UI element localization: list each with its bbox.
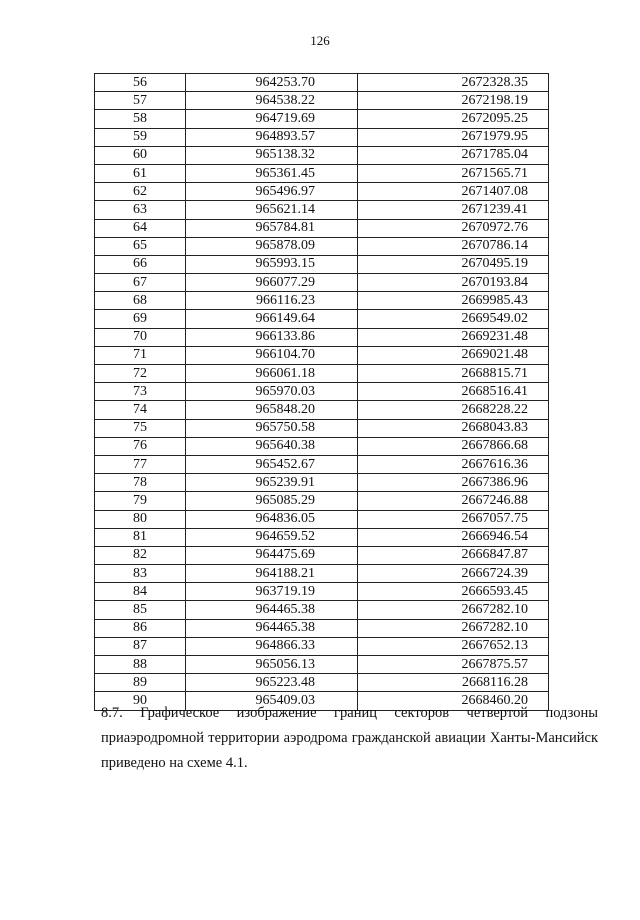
table-row [95,510,549,528]
table-row [95,201,549,219]
table-row [95,255,549,273]
y-coordinate-cell: 2672198.19 [358,92,549,110]
y-coordinate-cell: 2667652.13 [358,637,549,655]
table-row [95,492,549,510]
y-coordinate-cell: 2671239.41 [358,201,549,219]
point-number-cell: 60 [95,146,186,164]
table-row [95,656,549,674]
point-number-cell: 72 [95,365,186,383]
y-coordinate-cell: 2666847.87 [358,546,549,564]
point-number-cell: 80 [95,510,186,528]
point-number-cell: 62 [95,183,186,201]
paragraph-line-2: приаэродромной территории аэродрома гражданской авиации Ханты-Мансийск [101,730,598,746]
y-coordinate-cell: 2669021.48 [358,346,549,364]
table-row [95,455,549,473]
x-coordinate-cell: 965621.14 [186,201,358,219]
coordinates-table [94,73,549,711]
y-coordinate-cell: 2668043.83 [358,419,549,437]
point-number-cell: 65 [95,237,186,255]
table-row [95,219,549,237]
y-coordinate-cell: 2671785.04 [358,146,549,164]
table-row [95,674,549,692]
x-coordinate-cell: 965239.91 [186,474,358,492]
x-coordinate-cell: 964866.33 [186,637,358,655]
point-number-cell: 70 [95,328,186,346]
x-coordinate-cell: 964836.05 [186,510,358,528]
point-number-cell: 78 [95,474,186,492]
table-row [95,164,549,182]
table-row [95,419,549,437]
point-number-cell: 90 [95,692,186,710]
table-row [95,601,549,619]
y-coordinate-cell: 2668228.22 [358,401,549,419]
point-number-cell: 87 [95,637,186,655]
x-coordinate-cell: 964719.69 [186,110,358,128]
y-coordinate-cell: 2669549.02 [358,310,549,328]
table-row [95,401,549,419]
table-row [95,619,549,637]
point-number-cell: 61 [95,164,186,182]
table-row [95,74,549,92]
point-number-cell: 69 [95,310,186,328]
coordinates-table-body [95,74,549,711]
table-row [95,274,549,292]
x-coordinate-cell: 964475.69 [186,546,358,564]
x-coordinate-cell: 965970.03 [186,383,358,401]
table-row [95,237,549,255]
table-row [95,474,549,492]
y-coordinate-cell: 2670193.84 [358,274,549,292]
x-coordinate-cell: 964465.38 [186,619,358,637]
y-coordinate-cell: 2670786.14 [358,237,549,255]
point-number-cell: 59 [95,128,186,146]
point-number-cell: 75 [95,419,186,437]
table-row [95,583,549,601]
x-coordinate-cell: 966116.23 [186,292,358,310]
x-coordinate-cell: 964659.52 [186,528,358,546]
x-coordinate-cell: 966133.86 [186,328,358,346]
x-coordinate-cell: 964538.22 [186,92,358,110]
y-coordinate-cell: 2668116.28 [358,674,549,692]
x-coordinate-cell: 965409.03 [186,692,358,710]
y-coordinate-cell: 2667616.36 [358,455,549,473]
point-number-cell: 86 [95,619,186,637]
point-number-cell: 71 [95,346,186,364]
x-coordinate-cell: 965640.38 [186,437,358,455]
y-coordinate-cell: 2672328.35 [358,74,549,92]
point-number-cell: 57 [95,92,186,110]
point-number-cell: 56 [95,74,186,92]
y-coordinate-cell: 2667057.75 [358,510,549,528]
x-coordinate-cell: 966149.64 [186,310,358,328]
table-row [95,110,549,128]
point-number-cell: 82 [95,546,186,564]
y-coordinate-cell: 2671979.95 [358,128,549,146]
y-coordinate-cell: 2666724.39 [358,565,549,583]
x-coordinate-cell: 964465.38 [186,601,358,619]
x-coordinate-cell: 966077.29 [186,274,358,292]
table-row [95,637,549,655]
x-coordinate-cell: 963719.19 [186,583,358,601]
y-coordinate-cell: 2668815.71 [358,365,549,383]
y-coordinate-cell: 2667246.88 [358,492,549,510]
y-coordinate-cell: 2671407.08 [358,183,549,201]
x-coordinate-cell: 965085.29 [186,492,358,510]
table-row [95,383,549,401]
x-coordinate-cell: 966104.70 [186,346,358,364]
table-row [95,365,549,383]
y-coordinate-cell: 2670495.19 [358,255,549,273]
point-number-cell: 64 [95,219,186,237]
page-number: 126 [310,33,330,48]
table-row [95,328,549,346]
y-coordinate-cell: 2667282.10 [358,601,549,619]
y-coordinate-cell: 2666946.54 [358,528,549,546]
y-coordinate-cell: 2666593.45 [358,583,549,601]
x-coordinate-cell: 965138.32 [186,146,358,164]
x-coordinate-cell: 964893.57 [186,128,358,146]
y-coordinate-cell: 2669231.48 [358,328,549,346]
point-number-cell: 77 [95,455,186,473]
x-coordinate-cell: 965452.67 [186,455,358,473]
point-number-cell: 88 [95,656,186,674]
x-coordinate-cell: 965784.81 [186,219,358,237]
point-number-cell: 58 [95,110,186,128]
table-row [95,565,549,583]
point-number-cell: 74 [95,401,186,419]
point-number-cell: 89 [95,674,186,692]
y-coordinate-cell: 2669985.43 [358,292,549,310]
point-number-cell: 76 [95,437,186,455]
x-coordinate-cell: 965056.13 [186,656,358,674]
table-row [95,310,549,328]
x-coordinate-cell: 965361.45 [186,164,358,182]
point-number-cell: 84 [95,583,186,601]
table-row [95,346,549,364]
point-number-cell: 79 [95,492,186,510]
point-number-cell: 66 [95,255,186,273]
y-coordinate-cell: 2667386.96 [358,474,549,492]
table-row [95,128,549,146]
table-row [95,437,549,455]
paragraph-line-3: приведено на схеме 4.1. [101,755,248,771]
point-number-cell: 67 [95,274,186,292]
y-coordinate-cell: 2667866.68 [358,437,549,455]
y-coordinate-cell: 2667875.57 [358,656,549,674]
y-coordinate-cell: 2668460.20 [358,692,549,710]
table-row [95,546,549,564]
point-number-cell: 63 [95,201,186,219]
y-coordinate-cell: 2667282.10 [358,619,549,637]
y-coordinate-cell: 2668516.41 [358,383,549,401]
x-coordinate-cell: 965223.48 [186,674,358,692]
table-row [95,292,549,310]
point-number-cell: 81 [95,528,186,546]
table-row [95,183,549,201]
paragraph-line-1: 8.7. Графическое изображение границ секторов четвертой подзоны [101,705,598,721]
x-coordinate-cell: 965496.97 [186,183,358,201]
point-number-cell: 68 [95,292,186,310]
x-coordinate-cell: 964253.70 [186,74,358,92]
x-coordinate-cell: 966061.18 [186,365,358,383]
x-coordinate-cell: 964188.21 [186,565,358,583]
x-coordinate-cell: 965878.09 [186,237,358,255]
point-number-cell: 73 [95,383,186,401]
section-paragraph [101,701,598,776]
y-coordinate-cell: 2670972.76 [358,219,549,237]
table-row [95,92,549,110]
point-number-cell: 83 [95,565,186,583]
x-coordinate-cell: 965750.58 [186,419,358,437]
y-coordinate-cell: 2672095.25 [358,110,549,128]
table-row [95,146,549,164]
y-coordinate-cell: 2671565.71 [358,164,549,182]
x-coordinate-cell: 965848.20 [186,401,358,419]
point-number-cell: 85 [95,601,186,619]
x-coordinate-cell: 965993.15 [186,255,358,273]
table-row [95,528,549,546]
